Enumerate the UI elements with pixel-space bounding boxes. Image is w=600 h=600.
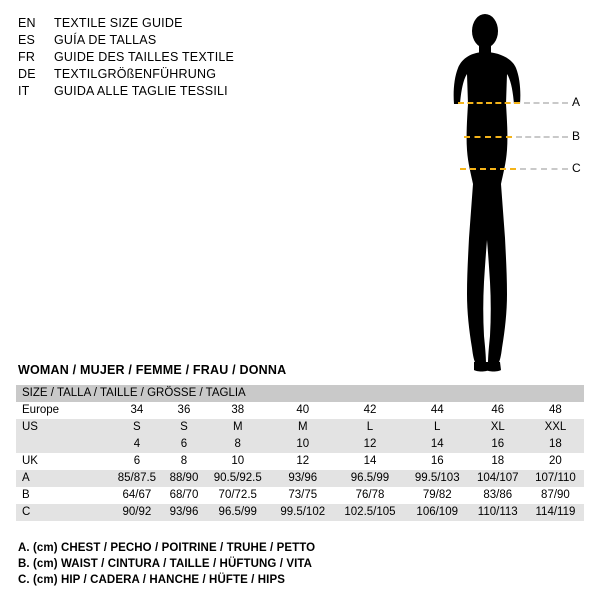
cell: 46 — [469, 402, 527, 419]
cell: 85/87.5 — [110, 470, 164, 487]
cell: XL — [469, 419, 527, 436]
cell: 104/107 — [469, 470, 527, 487]
cell: 4 — [110, 436, 164, 453]
cell: 99.5/103 — [406, 470, 469, 487]
measure-line-chest — [458, 102, 520, 104]
cell: L — [334, 419, 406, 436]
language-text: TEXTILE SIZE GUIDE — [54, 16, 183, 30]
cell: 99.5/102 — [271, 504, 334, 521]
measure-pointer-chest — [524, 102, 568, 104]
language-code: EN — [18, 16, 36, 30]
cell: 8 — [204, 436, 271, 453]
cell: 48 — [527, 402, 584, 419]
cell: 68/70 — [164, 487, 204, 504]
row-label — [16, 436, 110, 453]
language-row — [18, 67, 348, 84]
female-silhouette-icon — [420, 8, 590, 373]
cell: 44 — [406, 402, 469, 419]
cell: 6 — [110, 453, 164, 470]
language-code: DE — [18, 67, 36, 81]
language-code: ES — [18, 33, 36, 47]
cell: 10 — [271, 436, 334, 453]
language-row — [18, 16, 348, 33]
row-label: B — [16, 487, 110, 504]
cell: 93/96 — [164, 504, 204, 521]
measure-line-hip — [460, 168, 516, 170]
cell: 10 — [204, 453, 271, 470]
language-code: FR — [18, 50, 36, 64]
cell: 76/78 — [334, 487, 406, 504]
language-text: GUÍA DE TALLAS — [54, 33, 157, 47]
cell: S — [110, 419, 164, 436]
language-code: IT — [18, 84, 30, 98]
cell: 12 — [334, 436, 406, 453]
cell: 18 — [469, 453, 527, 470]
cell: 36 — [164, 402, 204, 419]
table-row — [16, 453, 584, 470]
row-label: US — [16, 419, 110, 436]
cell: S — [164, 419, 204, 436]
row-label: C — [16, 504, 110, 521]
cell: 114/119 — [527, 504, 584, 521]
table-row — [16, 419, 584, 436]
table-row — [16, 487, 584, 504]
cell: 18 — [527, 436, 584, 453]
cell: 38 — [204, 402, 271, 419]
size-table — [16, 385, 584, 521]
cell: 90.5/92.5 — [204, 470, 271, 487]
cell: 87/90 — [527, 487, 584, 504]
cell: 16 — [406, 453, 469, 470]
cell: 14 — [334, 453, 406, 470]
female-figure — [420, 8, 590, 373]
language-text: GUIDE DES TAILLES TEXTILE — [54, 50, 235, 64]
measure-line-waist — [464, 136, 512, 138]
table-header-label: SIZE / TALLA / TAILLE / GRÖSSE / TAGLIA — [16, 385, 584, 402]
language-row — [18, 84, 348, 101]
cell: 110/113 — [469, 504, 527, 521]
cell: 96.5/99 — [334, 470, 406, 487]
cell: 107/110 — [527, 470, 584, 487]
cell: 83/86 — [469, 487, 527, 504]
row-label: UK — [16, 453, 110, 470]
cell: 93/96 — [271, 470, 334, 487]
table-header-band — [16, 385, 584, 402]
cell: 12 — [271, 453, 334, 470]
legend-row-b: B. (cm) WAIST / CINTURA / TAILLE / HÜFTUNG / VITA — [18, 558, 313, 570]
cell: XXL — [527, 419, 584, 436]
cell: 40 — [271, 402, 334, 419]
cell: 88/90 — [164, 470, 204, 487]
cell: 8 — [164, 453, 204, 470]
cell: 106/109 — [406, 504, 469, 521]
cell: 64/67 — [110, 487, 164, 504]
row-label: A — [16, 470, 110, 487]
section-title: WOMAN / MUJER / FEMME / FRAU / DONNA — [18, 363, 287, 377]
language-row — [18, 50, 348, 67]
table-row — [16, 436, 584, 453]
cell: 42 — [334, 402, 406, 419]
cell: M — [271, 419, 334, 436]
language-text: TEXTILGRÖßENFÜHRUNG — [54, 67, 217, 81]
cell: 73/75 — [271, 487, 334, 504]
table-row — [16, 470, 584, 487]
cell: 14 — [406, 436, 469, 453]
measurement-legend — [18, 540, 418, 588]
cell: 16 — [469, 436, 527, 453]
legend-row-c: C. (cm) HIP / CADERA / HANCHE / HÜFTE / HIPS — [18, 574, 286, 586]
measure-label-c: C — [572, 161, 581, 175]
cell: 34 — [110, 402, 164, 419]
language-row — [18, 33, 348, 50]
measure-label-b: B — [572, 129, 581, 143]
row-label: Europe — [16, 402, 110, 419]
legend-row-a: A. (cm) CHEST / PECHO / POITRINE / TRUHE / PETTO — [18, 542, 316, 554]
table-row — [16, 504, 584, 521]
language-text: GUIDA ALLE TAGLIE TESSILI — [54, 84, 228, 98]
cell: M — [204, 419, 271, 436]
table-row — [16, 402, 584, 419]
cell: 6 — [164, 436, 204, 453]
cell: 70/72.5 — [204, 487, 271, 504]
measure-pointer-hip — [520, 168, 568, 170]
cell: 96.5/99 — [204, 504, 271, 521]
measure-label-a: A — [572, 95, 581, 109]
cell: 90/92 — [110, 504, 164, 521]
cell: L — [406, 419, 469, 436]
cell: 79/82 — [406, 487, 469, 504]
cell: 102.5/105 — [334, 504, 406, 521]
measure-pointer-waist — [516, 136, 568, 138]
cell: 20 — [527, 453, 584, 470]
language-header-block — [18, 16, 348, 101]
